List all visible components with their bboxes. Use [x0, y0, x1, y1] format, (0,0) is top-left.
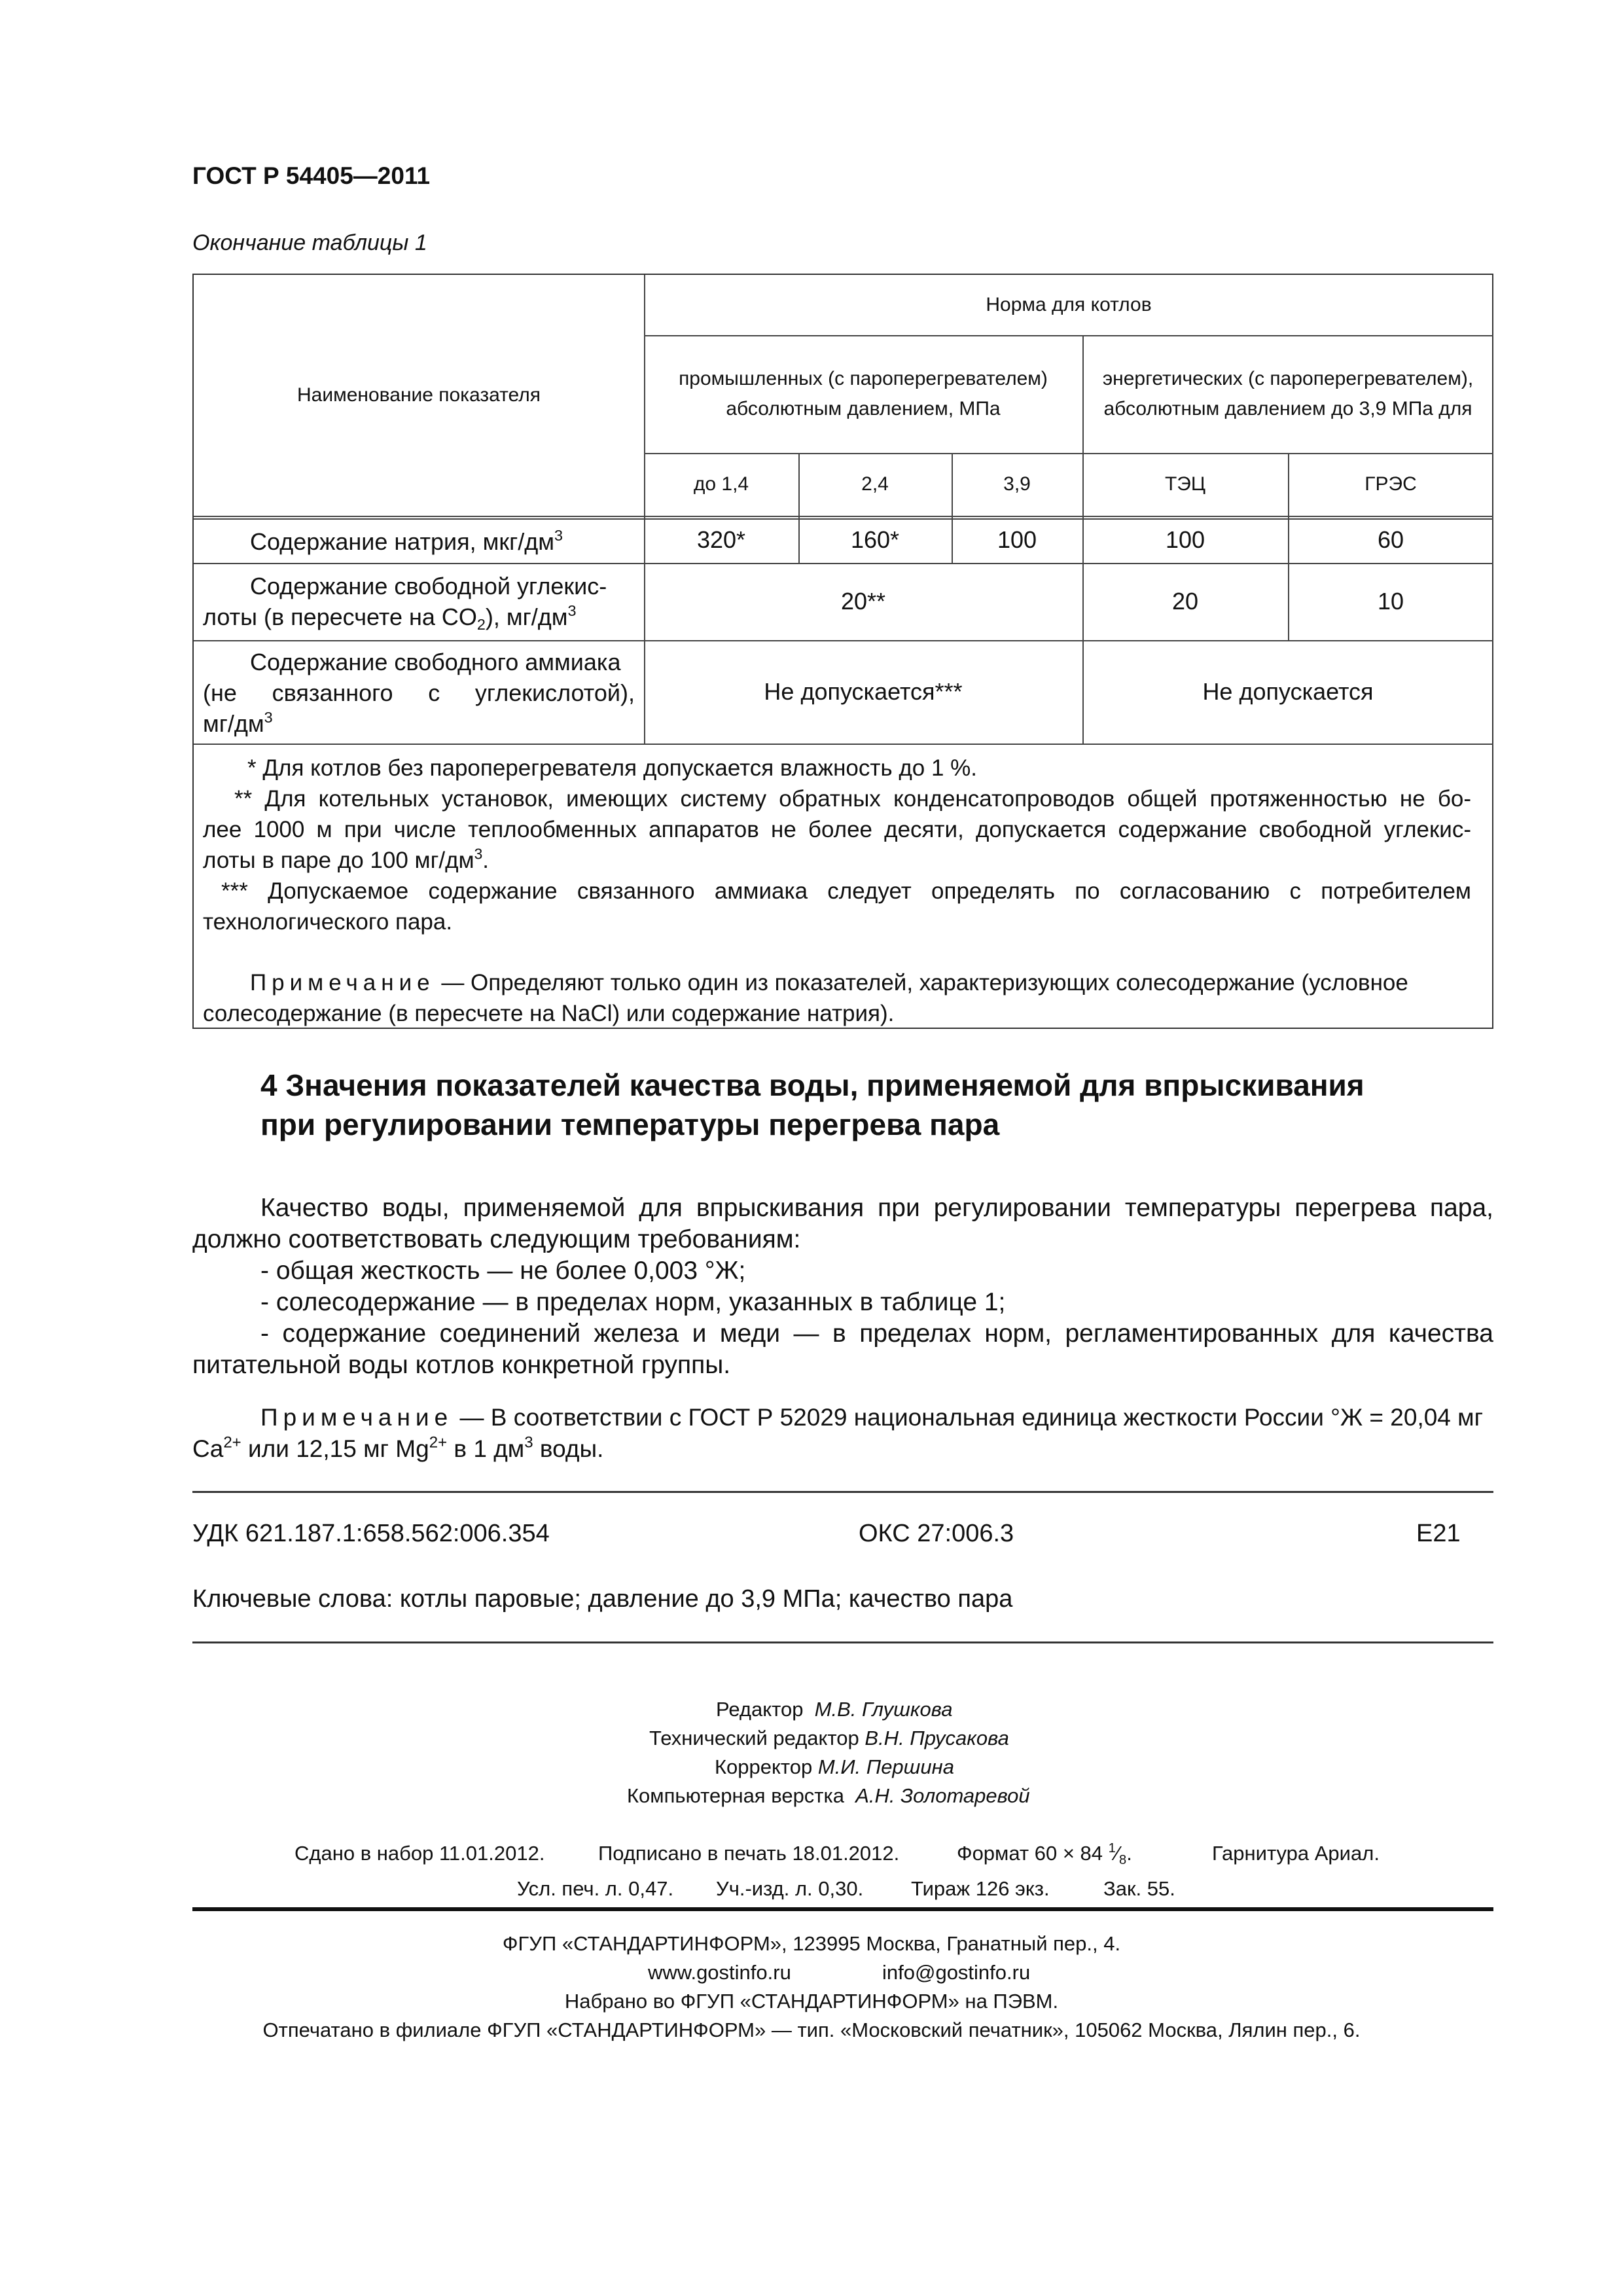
table-cell: 10 [1377, 588, 1404, 615]
list-item: - общая жесткость — не более 0,003 °Ж; [260, 1257, 746, 1285]
print-submitted: Сдано в набор 11.01.2012. [294, 1842, 545, 1865]
paragraph-line: Качество воды, применяемой для впрыскивания при регулировании температуры перегрева пара, [260, 1194, 1493, 1222]
publisher-website: www.gostinfo.ru [648, 1961, 791, 1984]
paragraph-line: должно соответствовать следующим требованиям: [192, 1225, 801, 1253]
subheader-gres: ГРЭС [1364, 473, 1417, 495]
table-cell: 20** [840, 588, 886, 615]
table-cell: 20 [1171, 588, 1199, 615]
print-circulation: Тираж 126 экз. [911, 1877, 1050, 1900]
separator-line [192, 1641, 1493, 1643]
footnote-3-line2: технологического пара. [203, 909, 453, 935]
footnote-2-line1: ** Для котельных установок, имеющих систему обратных конденсатопроводов общей протяженностью не бо- [234, 786, 1471, 812]
credit-layout: Компьютерная верстка А.Н. Золотаревой [627, 1784, 1030, 1807]
footnote-2-line3: лоты в паре до 100 $мг/дм^3$. [203, 845, 489, 873]
footnote-1: * Для котлов без пароперегревателя допускается влажность до 1 %. [247, 755, 977, 781]
credit-corrector: Корректор М.И. Першина [715, 1755, 954, 1778]
header-energy: энергетических (с пароперегревателем), абсолютным давлением до 3,9 МПа для [1102, 368, 1474, 420]
oks-code: ОКС 27:006.3 [859, 1520, 1014, 1547]
keywords: Ключевые слова: котлы паровые; давление до 3,9 МПа; качество пара [192, 1585, 1013, 1613]
table-cell: 100 [997, 526, 1037, 553]
table-cell: Не допускается*** [764, 678, 963, 705]
subheader-tec: ТЭЦ [1164, 473, 1206, 495]
header-norm: Норма для котлов [986, 294, 1152, 315]
separator-line [192, 1491, 1493, 1493]
category-code: Е21 [1416, 1520, 1461, 1547]
table-cell: 60 [1377, 526, 1404, 553]
credit-editor: Редактор М.В. Глушкова [716, 1698, 953, 1721]
row-label-co2-line2: лоты (в пересчете на $CO_2$), $мг/дм^3$ [203, 601, 577, 634]
table-cell: 160* [850, 526, 900, 553]
row-label-nh3-line1: Содержание свободного аммиака [250, 649, 621, 675]
row-label-nh3-line2: (не связанного с углекислотой), [203, 679, 635, 706]
subheader-3-9: 3,9 [1003, 473, 1031, 495]
subheader-2-4: 2,4 [861, 473, 889, 495]
footnote-3-line1: *** Допускаемое содержание связанного аммиака следует определять по согласованию с потребителем [221, 878, 1471, 904]
udk-code: УДК 621.187.1:658.562:006.354 [192, 1520, 550, 1547]
subheader-1-4: до 1,4 [693, 473, 749, 495]
printing-house-info: Отпечатано в филиале ФГУП «СТАНДАРТИНФОРМ» — тип. «Московский печатник», 105062 Москва, Лялин пер., 6. [262, 2018, 1361, 2041]
edit-sheets: Уч.-изд. л. 0,30. [716, 1877, 864, 1900]
document-header: ГОСТ Р 54405—2011 [192, 162, 431, 189]
data-table [192, 274, 1493, 1029]
print-sheets: Усл. печ. л. 0,47. [517, 1877, 674, 1900]
row-label-nh3-line3: $мг/дм^3$ [203, 708, 273, 737]
table-cell: 320* [696, 526, 746, 553]
table-note-line2: солесодержание (в пересчете на NaCl) или содержание натрия). [203, 1001, 895, 1026]
section-heading: 4 Значения показателей качества воды, применяемой для впрыскивания при регулировании температуры перегрева пара [260, 1068, 1364, 1141]
table-cell: Не допускается [1202, 678, 1374, 705]
row-label-sodium: Содержание натрия, мкг/$дм^3$ [250, 526, 563, 555]
print-format: Формат 60 × 84 $^1⁄_8$. [957, 1840, 1132, 1868]
credit-tech-editor: Технический редактор В.Н. Прусакова [649, 1727, 1009, 1749]
table-cell: 100 [1165, 526, 1205, 553]
header-industrial: промышленных (с пароперегревателем) абсолютным давлением, МПа [679, 368, 1048, 420]
list-item: - солесодержание — в пределах норм, указанных в таблице 1; [260, 1288, 1006, 1316]
separator-line [192, 1907, 1493, 1911]
publisher-email: info@gostinfo.ru [882, 1961, 1031, 1984]
header-indicator-name: Наименование показателя [297, 384, 541, 406]
publisher-address: ФГУП «СТАНДАРТИНФОРМ», 123995 Москва, Гранатный пер., 4. [502, 1932, 1121, 1955]
print-order: Зак. 55. [1103, 1877, 1175, 1900]
typesetting-info: Набрано во ФГУП «СТАНДАРТИНФОРМ» на ПЭВМ. [564, 1990, 1059, 2013]
section-note-line2: $Ca^{2+}$ или 12,15 мг $Mg^{2+}$ в 1 $дм^3$ воды. [192, 1433, 604, 1462]
section-note-line1: Примечание — В соответствии с ГОСТ Р 52029 национальная единица жесткости России °Ж = 20,04 мг [260, 1404, 1484, 1431]
table-caption: Окончание таблицы 1 [192, 230, 427, 255]
footnote-2-line2: лее 1000 м при числе теплообменных аппаратов не более десяти, допускается содержание свободной углекис- [203, 817, 1471, 842]
print-signed: Подписано в печать 18.01.2012. [598, 1842, 900, 1865]
list-item-continuation: питательной воды котлов конкретной группы. [192, 1351, 731, 1379]
print-font: Гарнитура Ариал. [1212, 1842, 1380, 1865]
list-item: - содержание соединений железа и меди — в пределах норм, регламентированных для качества [260, 1319, 1493, 1348]
row-label-co2-line1: Содержание свободной углекис- [250, 573, 607, 600]
table-note-line1: Примечание — Определяют только один из показателей, характеризующих солесодержание (условное [250, 970, 1408, 996]
